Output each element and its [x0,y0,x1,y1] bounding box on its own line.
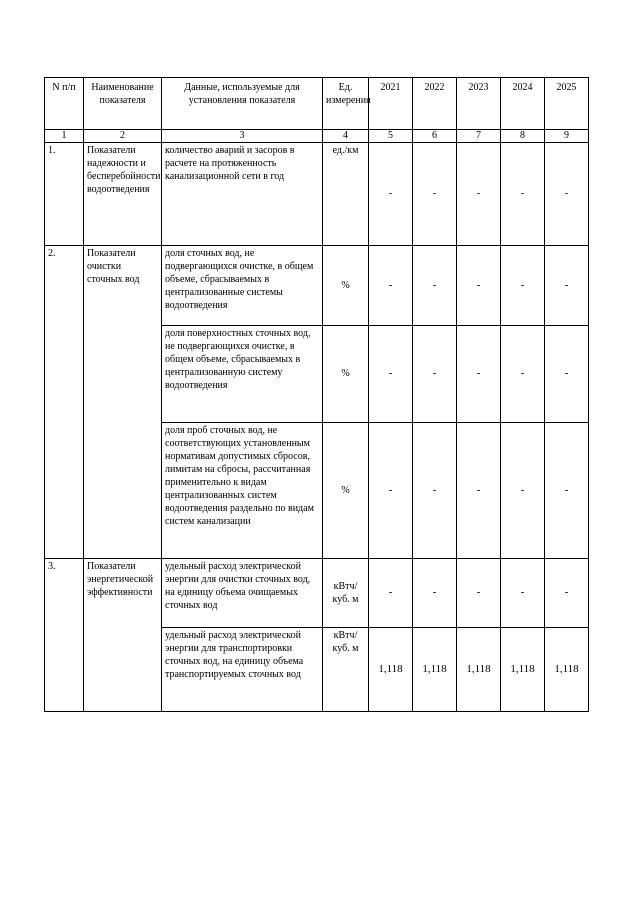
header-num: N п/п [45,78,84,130]
value-cell: - [501,325,545,422]
header-row [45,78,589,130]
header-unit: Ед. измерения [323,78,369,130]
header-year: 2023 [457,78,501,130]
indicator-description: доля сточных вод, не подвергающихся очистке, в общем объеме, сбрасываемых в централизованные системы водоотведения [162,245,323,325]
unit-cell: ед./км [323,142,369,245]
header-year: 2022 [413,78,457,130]
table-row [45,558,589,627]
header-name: Наименование показателя [84,78,162,130]
indicator-description: удельный расход электрической энергии для очистки сточных вод, на единицу объема очищаемых сточных вод [162,558,323,627]
column-number: 2 [84,130,162,143]
column-number: 9 [545,130,589,143]
indicator-name: Показатели надежности и бесперебойности водоотведения [84,142,162,245]
column-number: 5 [369,130,413,143]
value-cell: - [457,422,501,558]
row-number: 2. [45,245,84,558]
value-cell: - [457,325,501,422]
value-cell: - [413,245,457,325]
value-cell: - [545,422,589,558]
header-year: 2021 [369,78,413,130]
row-number: 1. [45,142,84,245]
value-cell: - [457,142,501,245]
value-cell: - [457,245,501,325]
indicator-description: удельный расход электрической энергии для транспортировки сточных вод, на единицу объема транспортируемых сточных вод [162,627,323,711]
column-number: 6 [413,130,457,143]
column-number: 8 [501,130,545,143]
unit-cell: кВтч/ куб. м [323,558,369,627]
value-cell: - [369,325,413,422]
value-cell: - [501,245,545,325]
value-cell: 1,118 [369,627,413,711]
value-cell: - [413,422,457,558]
column-number: 1 [45,130,84,143]
value-cell: - [369,142,413,245]
header-data: Данные, используемые для установления показателя [162,78,323,130]
value-cell: - [501,142,545,245]
header-year: 2024 [501,78,545,130]
column-number: 4 [323,130,369,143]
indicators-table [44,77,589,712]
value-cell: - [545,245,589,325]
unit-cell: % [323,422,369,558]
value-cell: - [369,558,413,627]
value-cell: - [413,558,457,627]
unit-cell: % [323,245,369,325]
unit-cell: кВтч/ куб. м [323,627,369,711]
value-cell: - [413,142,457,245]
indicator-name: Показатели энергетической эффективности [84,558,162,711]
value-cell: - [545,558,589,627]
value-cell: - [369,245,413,325]
value-cell: - [413,325,457,422]
table-row [45,245,589,325]
indicator-description: количество аварий и засоров в расчете на протяженность канализационной сети в год [162,142,323,245]
value-cell: - [501,558,545,627]
column-number-row [45,130,589,143]
value-cell: - [545,325,589,422]
unit-cell: % [323,325,369,422]
column-number: 7 [457,130,501,143]
column-number: 3 [162,130,323,143]
value-cell: 1,118 [457,627,501,711]
header-year: 2025 [545,78,589,130]
value-cell: - [501,422,545,558]
row-number: 3. [45,558,84,711]
value-cell: - [369,422,413,558]
indicator-description: доля проб сточных вод, не соответствующих установленным нормативам допустимых сбросов, лимитам на сбросы, рассчитанная применительно к видам централизованных систем водоотведения раздельно по видам систем канализации [162,422,323,558]
value-cell: - [545,142,589,245]
value-cell: 1,118 [501,627,545,711]
indicator-description: доля поверхностных сточных вод, не подвергающихся очистке, в общем объеме, сбрасываемых в централизованную систему водоотведения [162,325,323,422]
table-row [45,142,589,245]
indicator-name: Показатели очистки сточных вод [84,245,162,558]
value-cell: 1,118 [413,627,457,711]
value-cell: 1,118 [545,627,589,711]
value-cell: - [457,558,501,627]
